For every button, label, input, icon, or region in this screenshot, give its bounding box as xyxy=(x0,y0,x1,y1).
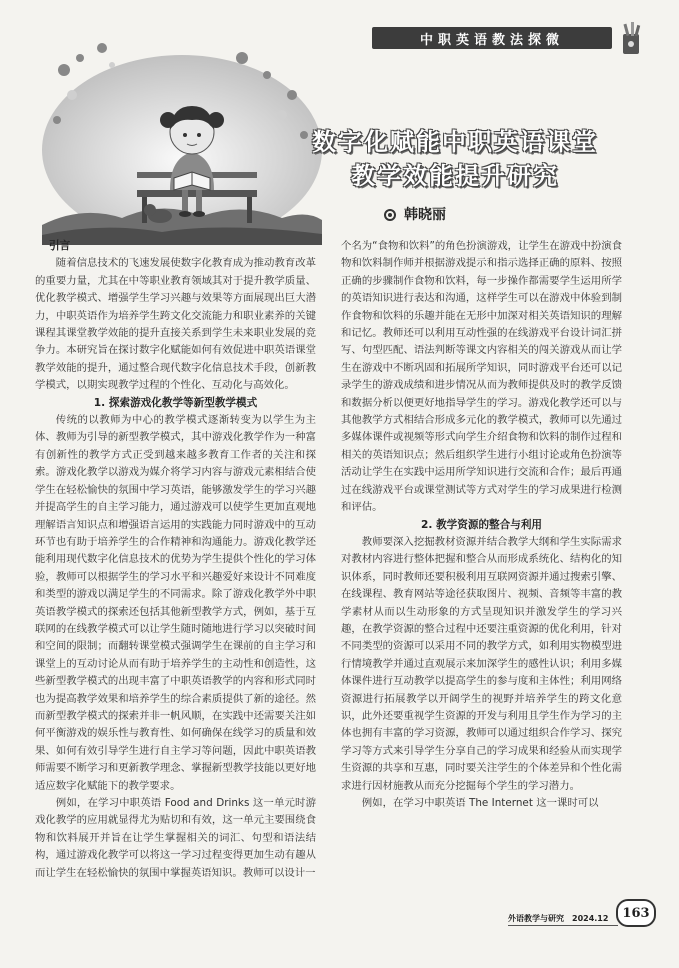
section-2-paragraph-2: 例如，在学习中职英语 The Internet 这一课时可以 xyxy=(361,797,599,809)
intro-heading: 引言 xyxy=(49,240,71,252)
author-name: 韩晓丽 xyxy=(404,207,446,223)
section-1-paragraph-1: 传统的以教师为中心的教学模式逐渐转变为以学生为主体、教师为引导的新型教学模式，其中游戏化教学作为一种富有创新性的教学方式正受到越来越多教育工作者的关注和探索。游戏化教学以游戏为媒介将学习内容与游戏元素相结合使学生在轻松愉快的氛围中学习英语，能够激发学生的学习兴趣并提高学生的自主学习能力，通过游戏可以使学生更加直观地理解语言知识点和增强语言运用的实践能力同时游戏中的互动环节也有助于培养学生的合作精神和沟通能力。游戏化教学还能利用现代数字化信息技术的优势为学生提供个性化的学习体验，教师可以根据学生的学习水平和兴趣爱好来设计不同难度和类型的游戏以满足学生的不同需求。除了游戏化教学外中职英语教学模式的探索还包括其他新型教学方式，例如，基于互联网的在线教学模式可以让学生随时随地进行学习以突破时间和空间的限制；而翻转课堂模式强调学生在课前的自主学习和课堂上的互动讨论从而有助于培养学生的主动性和创造性，这些新型教学模式的出现丰富了中职英语教学的内容和形式同时也为提高教学效果和培养学生的综合素质提供了新的途径。然而新型教学模式的探索并非一帆风顺，在实践中还需要关注如何平衡游戏的娱乐性与教育性、如何确保在线学习的质量和效果、如何有效引导学生进行自主学习等问题，因此中职英语教师需要不断学习和更新教学理念、掌握新型教学技能以更好地适应数字化赋能下的教学要求。 xyxy=(35,414,316,792)
footer-divider xyxy=(508,925,618,926)
section-1-paragraph-2: 例如，在学习中职英语 Food and Drinks 这一单元时游戏化教学的应用就显得尤为贴切和有效，这一单元主要围绕食物和饮料展开并旨在让学生掌握相关的词汇、句型和语法结构，通过游戏化教学可以将这一学习过程变得更加生动有趣从而让学生在轻松愉快的氛围中掌握英语知识。教师可以设计一 xyxy=(35,797,316,879)
right-column xyxy=(341,238,622,812)
intro-paragraph: 随着信息技术的飞速发展使数字化教育成为推动教育改革的重要力量，尤其在中等职业教育领域其对于提升教学质量、优化教学模式、增强学生学习兴趣与效果等方面展现出巨大潜力，中职英语作为培养学生跨文化交流能力和职业素养的关键课程其课堂教学效能的提升直接关系到学生未来职业发展的竞争力。本研究旨在探讨数字化赋能如何有效促进中职英语课堂教学效能的提升，通过整合现代数字化信息技术手段，创新教学模式，以期实现教学过程的个性化、互动化与高效化。 xyxy=(35,257,316,392)
column-title: 中职英语教法探微 xyxy=(419,32,564,48)
left-column xyxy=(35,238,316,882)
page-number: 163 xyxy=(616,899,656,927)
pencil-cup-icon xyxy=(614,20,648,56)
title-line-1: 数字化赋能中职英语课堂 xyxy=(312,128,598,156)
author-byline xyxy=(384,204,446,224)
section-2-paragraph-1: 教师要深入挖掘教材资源并结合教学大纲和学生实际需求对教材内容进行整体把握和整合从而形成系统化、结构化的知识体系，同时教师还要积极利用互联网资源并通过搜索引擎、在线课程、教育网站等途径获取图片、视频、音频等丰富的教学素材从而以生动形象的方式呈现知识并激发学生的学习兴趣，在教学资源的整合过程中还要注重资源的优化利用，针对不同类型的资源可以采用不同的教学方式，如利用实物模型进行情境教学并通过直观展示来加深学生的感性认识；利用多媒体课件进行互动教学以提高学生的参与度和主体性；利用网络资源进行拓展教学以开阔学生的视野并培养学生的跨文化意识，此外还要重视学生资源的开发与利用且学生作为学习的主体也拥有丰富的学习资源，教师可以通过组织合作学习、探究学习等方式来引导学生分享自己的学习成果和经验从而实现学生资源的共享和互惠，同时要关注学生的个体差异和个性化需求进行因材施教从而充分挖掘每个学生的学习潜力。 xyxy=(341,535,622,792)
section-2-heading-preceding: 个名为“食物和饮料”的角色扮演游戏，让学生在游戏中扮演食物和饮料制作师并根据游戏提示和指示选择正确的原料、按照正确的步骤制作食物和饮料，每一步操作都需要学生运用所学的英语知识进行表达和沟通，这样学生可以在游戏中体验到制作食物和饮料的乐趣并能在无形中加深对相关英语知识的理解和记忆。教师还可以利用互动性强的在线游戏平台设计词汇拼写、句型匹配、语法判断等课文内容相关的闯关游戏从而让学生在游戏中不断巩固和拓展所学知识，同时游戏平台还可以记录学生的游戏成绩和进步情况从而为教师提供及时的教学反馈和数据分析以便更好地指导学生的学习。游戏化教学还可以与其他教学方式相结合形成多元化的教学模式，教师可以先通过多媒体课件或视频等形式向学生介绍食物和饮料的制作过程和相关的英语知识点；然后组织学生进行小组讨论或角色扮演等活动让学生在实践中运用所学知识进行交流和合作；最后再通过在线游戏平台或课堂测试等方式对学生的学习成果进行检测和评估。 xyxy=(341,240,622,514)
section-1-heading: 1. 探索游戏化教学等新型教学模式 xyxy=(93,396,258,409)
article-title xyxy=(265,125,645,193)
section-2-heading: 2. 教学资源的整合与利用 xyxy=(420,518,543,531)
column-header xyxy=(372,27,612,49)
bullseye-icon xyxy=(384,209,396,221)
title-line-2: 教学效能提升研究 xyxy=(351,162,559,190)
journal-footer: 外语教学与研究 2024.12 xyxy=(508,914,609,923)
